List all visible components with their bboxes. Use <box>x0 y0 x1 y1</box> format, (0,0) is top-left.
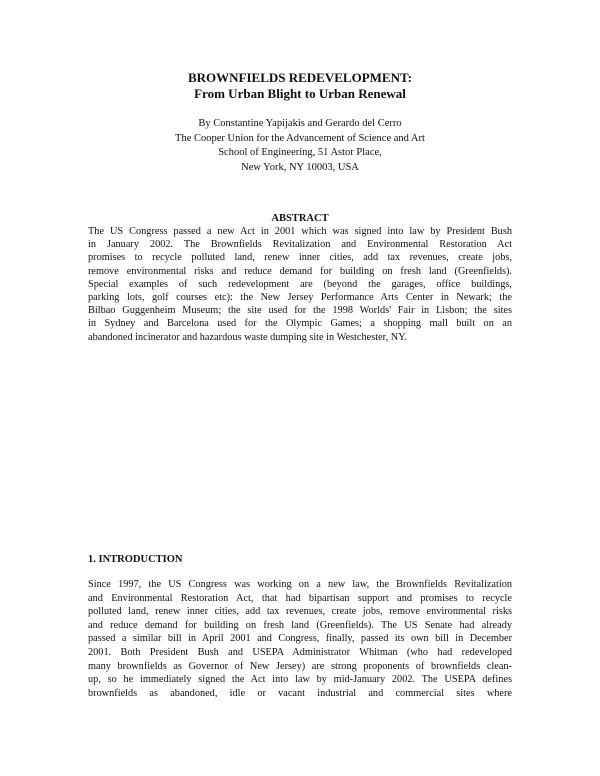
intro-line: brownfields as abandoned, idle or vacant industrial and commercial sites where <box>88 687 512 699</box>
abstract-line: in January 2002. The Brownfields Revitalization and Environmental Restoration Act <box>88 239 512 251</box>
abstract-body <box>88 225 512 344</box>
section-heading-introduction: 1. INTRODUCTION <box>88 554 183 565</box>
author-affiliation: The Cooper Union for the Advancement of Science and Art <box>175 132 425 144</box>
introduction-body <box>88 578 512 700</box>
abstract-line: parking lots, golf courses etc): the New Jersey Performance Arts Center in Newark; the <box>88 292 512 304</box>
intro-line: and Environmental Restoration Act, that had bipartisan support and promises to recycle <box>88 592 512 604</box>
paper-title: BROWNFIELDS REDEVELOPMENT: <box>187 70 413 85</box>
author-block <box>0 117 600 175</box>
paper-subtitle: From Urban Blight to Urban Renewal <box>194 86 406 101</box>
intro-line: and reduce demand for building on fresh land (Greenfields). The US Senate had already <box>88 619 512 631</box>
intro-line: up, so he immediately signed the Act into law by mid-January 2002. The USEPA defines <box>88 674 512 686</box>
intro-line: many brownfields as Governor of New Jersey) are strong proponents of brownfields clean- <box>88 660 512 672</box>
abstract-line: abandoned incinerator and hazardous waste dumping site in Westchester, NY. <box>88 331 407 343</box>
intro-line: Since 1997, the US Congress was working on a new law, the Brownfields Revitalization <box>88 579 512 590</box>
abstract-line: remove environmental risks and reduce demand for building on fresh land (Greenfields). <box>88 265 512 277</box>
abstract-line: Bilbao Guggenheim Museum; the site used for the 1998 Worlds' Fair in Lisbon; the sites <box>88 305 512 317</box>
abstract-line: The US Congress passed a new Act in 2001 which was signed into law by President Bush <box>88 226 512 237</box>
author-school: School of Engineering, 51 Astor Place, <box>218 147 382 158</box>
intro-line: passed a similar bill in April 2001 and Congress, finally, passed its own bill in December <box>88 633 512 645</box>
abstract-heading: ABSTRACT <box>271 213 329 224</box>
intro-line: polluted land, renew inner cities, add tax revenues, create jobs, remove environmental risks <box>88 606 512 618</box>
author-city: New York, NY 10003, USA <box>241 161 359 173</box>
abstract-line: in Sydney and Barcelona used for the Olympic Games; a shopping mall built on an <box>88 318 512 330</box>
intro-line: 2001. Both President Bush and USEPA Administrator Whitman (who had redeveloped <box>88 646 512 658</box>
author-byline: By Constantine Yapijakis and Gerardo del Cerro <box>198 118 402 129</box>
abstract-line: promises to recycle polluted land, renew inner cities, add tax revenues, create jobs, <box>88 252 512 264</box>
abstract-line: Special examples of such redevelopment are (beyond the garages, office buildings, <box>88 278 512 290</box>
